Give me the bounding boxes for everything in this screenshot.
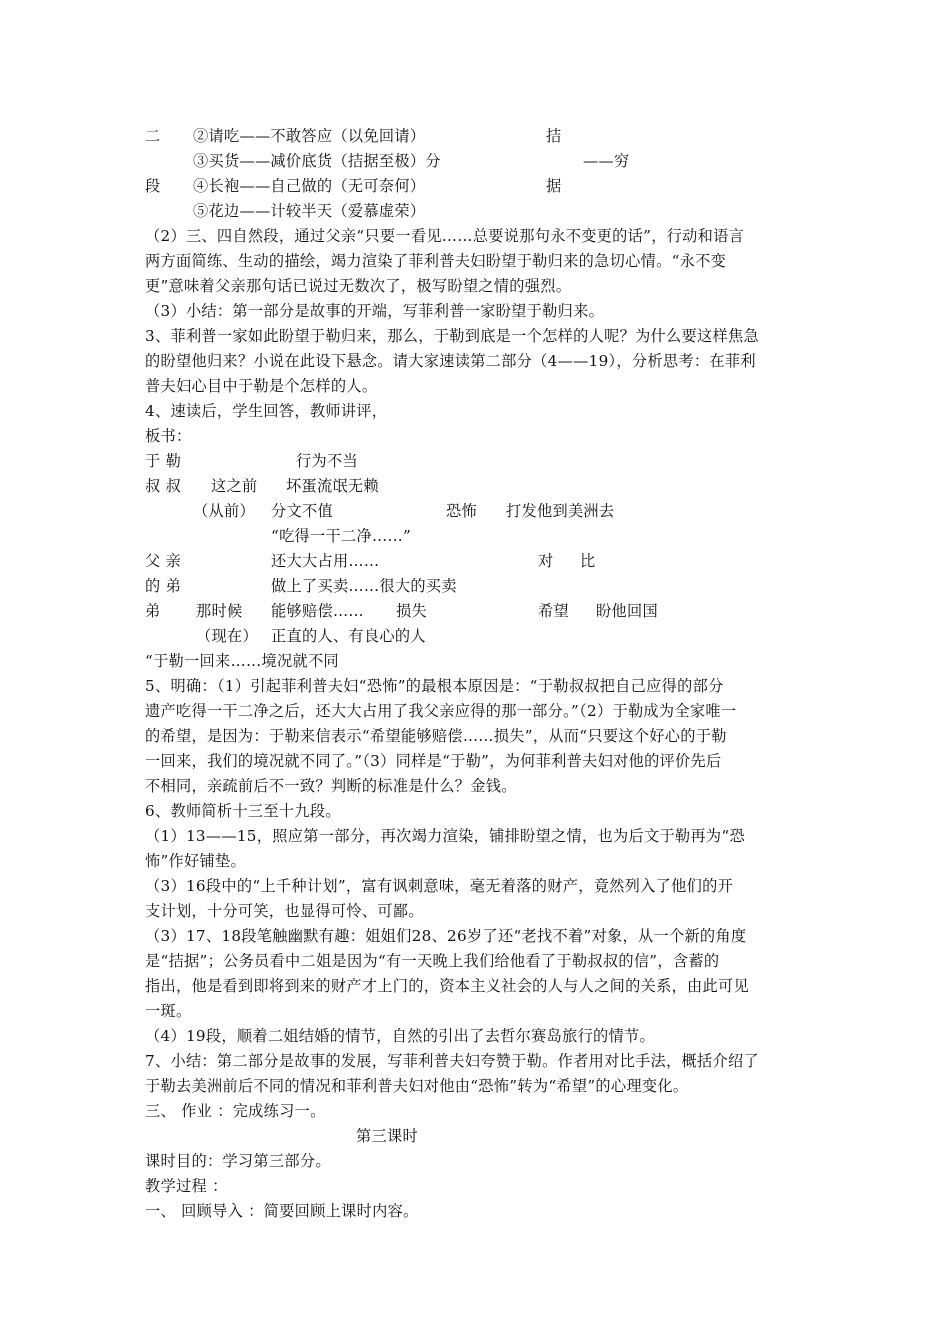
section-title: 第三课时 — [356, 1127, 418, 1145]
board-di: 弟 — [145, 602, 161, 620]
text-line: 的希望，是因为：于勒来信表示“希望能够赔偿……损失”，从而“只要这个好心的于勒 — [145, 727, 727, 745]
outline-label-er: 二 — [145, 127, 161, 145]
board-pan: 盼他回国 — [596, 602, 658, 620]
text-line: 一斑。 — [145, 1002, 192, 1020]
text-line: 板书： — [145, 427, 192, 445]
board-huaidan: 坏蛋流氓无赖 — [286, 477, 379, 495]
outline-label-duan: 段 — [145, 177, 161, 195]
text-line: 两方面简练、生动的描绘，竭力渲染了菲利普夫妇盼望于勒归来的急切心情。“永不变 — [145, 252, 727, 270]
text-line: （3）小结：第一部分是故事的开端，写菲利普一家盼望于勒归来。 — [145, 302, 605, 320]
board-zhengzhi: 正直的人、有良心的人 — [271, 627, 426, 645]
outline-item: ⑤花边——计较半天（爱慕虚荣） — [193, 202, 426, 220]
text-line: （1）13——15，照应第一部分，再次竭力渲染，铺排盼望之情，也为后文于勒再为“恐 — [145, 827, 745, 845]
text-line: 课时目的：学习第三部分。 — [145, 1152, 331, 1170]
text-line: 6、教师简析十三至十九段。 — [145, 802, 341, 820]
text-line: （4）19段，顺着二姐结婚的情节，自然的引出了去哲尔赛岛旅行的情节。 — [145, 1027, 656, 1045]
board-naxie: 那时候 — [196, 602, 243, 620]
board-dafa: 打发他到美洲去 — [506, 502, 615, 520]
board-dui: 对 — [538, 552, 554, 570]
text-line: 于勒去美洲前后不同的情况和菲利普夫妇对他由“恐怖”转为“希望”的心理变化。 — [145, 1077, 689, 1095]
board-fu-qin: 父 亲 — [145, 552, 182, 570]
board-bi: 比 — [580, 552, 596, 570]
text-line: 遗产吃得一干二净之后，还大大占用了我父亲应得的那一部分。”（2）于勒成为全家唯一 — [145, 702, 737, 720]
text-line: 怖”作好铺垫。 — [145, 852, 246, 870]
outline-right-qiong: ——穷 — [583, 152, 630, 170]
text-line: 不相同，亲疏前后不一致？判断的标准是什么？金钱。 — [145, 777, 517, 795]
text-line: 指出，他是看到即将到来的财产才上门的，资本主义社会的人与人之间的关系，由此可见 — [145, 977, 750, 995]
text-line: 三、 作业 ：完成练习一。 — [145, 1102, 326, 1120]
board-fenwen: 分文不值 — [271, 502, 333, 520]
outline-item: ②请吃——不敢答应（以免回请） — [193, 127, 426, 145]
text-line: （3）17、18段笔触幽默有趣：姐姐们28、26岁了还“老找不着”对象，从一个新的角度 — [145, 927, 747, 945]
text-line: （3）16段中的“上千种计划”，富有讽刺意味，毫无着落的财产，竟然列入了他们的开 — [145, 877, 734, 895]
board-kongbu: 恐怖 — [446, 502, 477, 520]
text-line: 4、速读后，学生回答，教师讲评， — [145, 402, 388, 420]
board-zuoshang: 做上了买卖……很大的买卖 — [271, 577, 457, 595]
text-line: 教学过程 ： — [145, 1177, 228, 1195]
board-xianzai: （现在） — [196, 627, 258, 645]
outline-right-ju: 据 — [546, 177, 562, 195]
text-line: 7、小结：第二部分是故事的发展，写菲利普夫妇夸赞于勒。作者用对比手法，概括介绍了 — [145, 1052, 759, 1070]
board-nenggou: 能够赔偿…… — [271, 602, 364, 620]
outline-item: ④长袍——自己做的（无可奈何） — [193, 177, 426, 195]
text-line: （2）三、四自然段，通过父亲“只要一看见……总要说那句永不变更的话”，行动和语言 — [145, 227, 745, 245]
text-line: 一回来，我们的境况就不同了。”（3）同样是“于勒”，为何菲利普夫妇对他的评价先后 — [145, 752, 722, 770]
board-congqian: （从前） — [193, 502, 255, 520]
text-line: 3、菲利普一家如此盼望于勒归来，那么，于勒到底是一个怎样的人呢？为什么要这样焦急 — [145, 327, 759, 345]
text-line: 更”意味着父亲那句话已说过无数次了，极写盼望之情的强烈。 — [145, 277, 572, 295]
text-line: 普夫妇心目中于勒是个怎样的人。 — [145, 377, 378, 395]
text-line: 是“拮据”；公务员看中二姐是因为“有一天晚上我们给他看了于勒叔叔的信”，含蓄的 — [145, 952, 720, 970]
text-line: 支计划，十分可笑，也显得可怜、可鄙。 — [145, 902, 424, 920]
board-zhe-zhi-qian: 这之前 — [211, 477, 258, 495]
board-yu-le: 于 勒 — [145, 452, 182, 470]
board-xingwei: 行为不当 — [296, 452, 358, 470]
board-chide: “吃得一干二净……” — [271, 527, 412, 545]
outline-item: ③买货——减价底货（拮据至极）分 — [193, 152, 441, 170]
board-hai-da: 还大大占用…… — [271, 552, 380, 570]
board-yihuilai: “于勒一回来……境况就不同 — [145, 652, 339, 670]
board-de-di: 的 弟 — [145, 577, 182, 595]
text-line: 5、明确：（1）引起菲利普夫妇“恐怖”的最根本原因是：“于勒叔叔把自己应得的部分 — [145, 677, 724, 695]
board-xiwang: 希望 — [538, 602, 569, 620]
board-sunshi: 损失 — [396, 602, 427, 620]
text-line: 一、 回顾导入 ：简要回顾上课时内容。 — [145, 1202, 419, 1220]
board-shu-shu: 叔 叔 — [145, 477, 182, 495]
outline-right-jie: 拮 — [546, 127, 562, 145]
text-line: 的盼望他归来？小说在此设下悬念。请大家速读第二部分（4——19），分析思考：在菲利 — [145, 352, 756, 370]
